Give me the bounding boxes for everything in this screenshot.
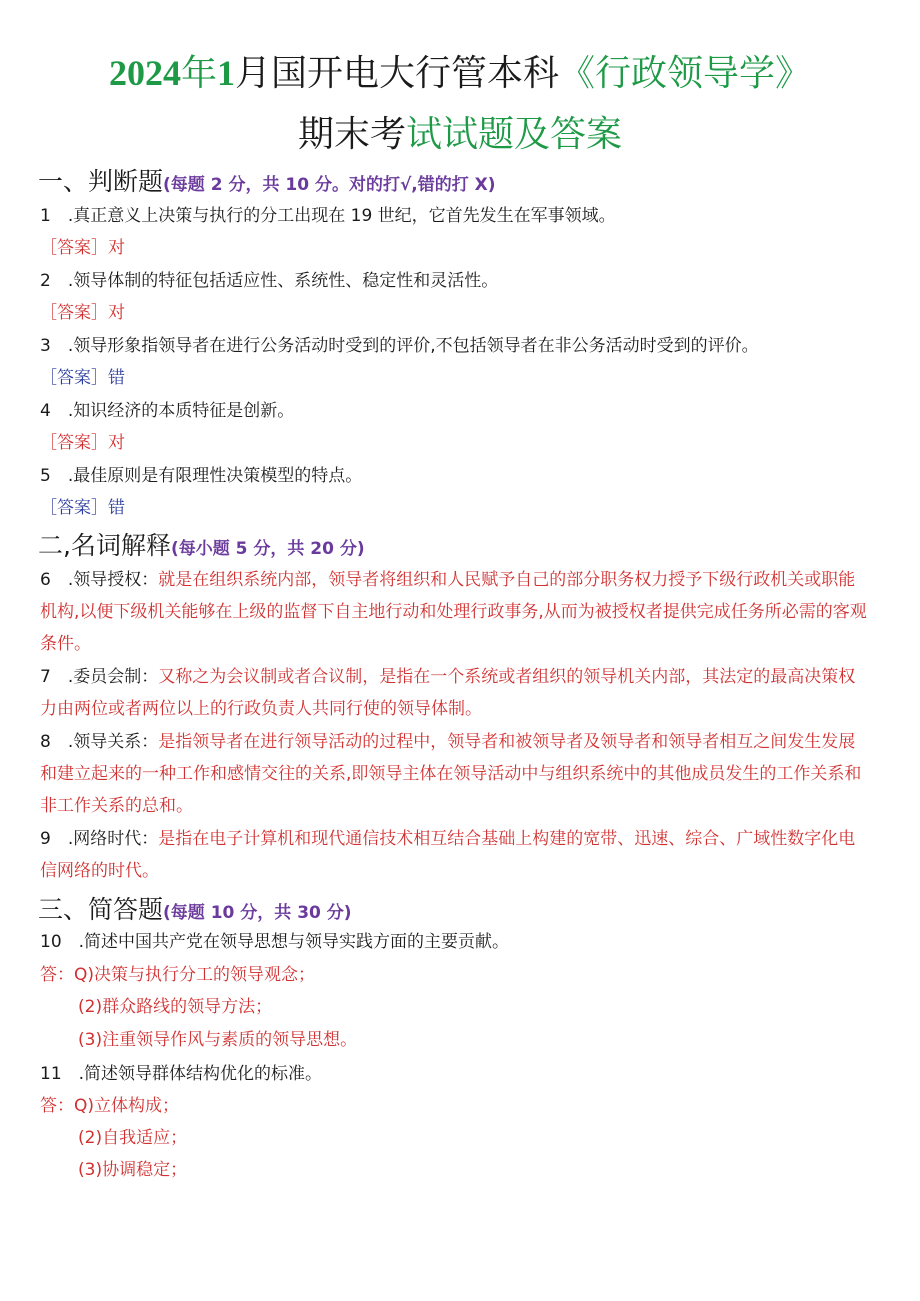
- title-book: 《行政领导学》: [559, 53, 812, 94]
- term-label: 9 .网络时代：: [40, 829, 159, 849]
- answer-2: [40, 301, 125, 325]
- section-note: (每题 2 分，共 10 分。对的打√,错的打 X): [163, 175, 496, 195]
- answer-value: 对: [108, 433, 125, 453]
- term-9: [40, 823, 872, 887]
- title-nian: 年: [180, 53, 217, 94]
- section-title: 三、简答题: [38, 895, 164, 924]
- answer-label: ［答案］: [40, 433, 108, 453]
- answer-1: [40, 236, 125, 260]
- answer-label: ［答案］: [40, 238, 108, 258]
- section-note: (每小题 5 分，共 20 分): [170, 539, 365, 559]
- answer-3: [40, 366, 125, 390]
- answer-10-point-2: (2)群众路线的领导方法；: [78, 997, 273, 1017]
- term-6: [40, 564, 872, 660]
- answer-label: ［答案］: [40, 303, 108, 323]
- title-month: 1: [216, 53, 235, 93]
- question-1: 1 .真正意义上决策与执行的分工出现在 19 世纪，它首先发生在军事领域。: [40, 206, 616, 226]
- title2-c: 及答案: [514, 114, 623, 155]
- term-label: 8 .领导关系：: [40, 732, 159, 752]
- answer-10-point-1: 答：Q)决策与执行分工的领导观念；: [40, 965, 316, 985]
- section-note: (每题 10 分，共 30 分): [163, 903, 352, 923]
- section-heading-judge: [38, 166, 496, 201]
- answer-value: 对: [108, 238, 125, 258]
- answer-4: [40, 431, 125, 455]
- section-heading-terms: [38, 530, 365, 565]
- answer-11-point-2: (2)自我适应；: [78, 1128, 188, 1148]
- term-definition: 就是在组织系统内部，领导者将组织和人民赋予自己的部分职务权力授予下级行政机关或职能机构,以便下级机关能够在上级的监督下自主地行动和处理行政事务,从而为被授权者提供完成任务所必需的客观条件。: [40, 570, 867, 654]
- question-10: 10 .简述中国共产党在领导思想与领导实践方面的主要贡献。: [40, 932, 510, 952]
- question-3: 3 .领导形象指领导者在进行公务活动时受到的评价,不包括领导者在非公务活动时受到的评价。: [40, 336, 759, 356]
- document-title-line1: [0, 48, 920, 99]
- question-11: 11 .简述领导群体结构优化的标准。: [40, 1064, 323, 1084]
- answer-label: ［答案］: [40, 498, 108, 518]
- answer-value: 对: [108, 303, 125, 323]
- title-rest: 月国开电大行管本科: [234, 53, 559, 94]
- term-label: 7 .委员会制：: [40, 667, 159, 687]
- title2-b: 试试题: [405, 114, 514, 155]
- question-5: 5 .最佳原则是有限理性决策模型的特点。: [40, 466, 363, 486]
- answer-11-point-1: 答：Q)立体构成；: [40, 1096, 180, 1116]
- answer-5: [40, 496, 125, 520]
- term-8: [40, 726, 872, 822]
- answer-10-point-3: (3)注重领导作风与素质的领导思想。: [78, 1030, 358, 1050]
- question-4: 4 .知识经济的本质特征是创新。: [40, 401, 295, 421]
- term-label: 6 .领导授权：: [40, 570, 159, 590]
- section-title: 一、判断题: [38, 167, 164, 196]
- term-definition: 是指领导者在进行领导活动的过程中，领导者和被领导者及领导者和领导者相互之间发生发展和建立起来的一种工作和感情交往的关系,即领导主体在领导活动中与组织系统中的其他成员发生的工作关系和非工作关系的总和。: [40, 732, 862, 816]
- document-title-line2: [0, 110, 920, 160]
- answer-11-point-3: (3)协调稳定；: [78, 1160, 188, 1180]
- answer-value: 错: [108, 368, 125, 388]
- answer-value: 错: [108, 498, 125, 518]
- question-2: 2 .领导体制的特征包括适应性、系统性、稳定性和灵活性。: [40, 271, 499, 291]
- term-definition: 是指在电子计算机和现代通信技术相互结合基础上构建的宽带、迅速、综合、广域性数字化电信网络的时代。: [40, 829, 856, 881]
- title2-a: 期末考: [297, 114, 406, 155]
- answer-label: ［答案］: [40, 368, 108, 388]
- section-heading-short: [38, 894, 352, 929]
- term-7: [40, 661, 872, 725]
- title-year: 2024: [108, 53, 181, 93]
- term-definition: 又称之为会议制或者合议制，是指在一个系统或者组织的领导机关内部，其法定的最高决策权力由两位或者两位以上的行政负责人共同行使的领导体制。: [40, 667, 856, 719]
- section-title: 二,名词解释: [38, 531, 171, 560]
